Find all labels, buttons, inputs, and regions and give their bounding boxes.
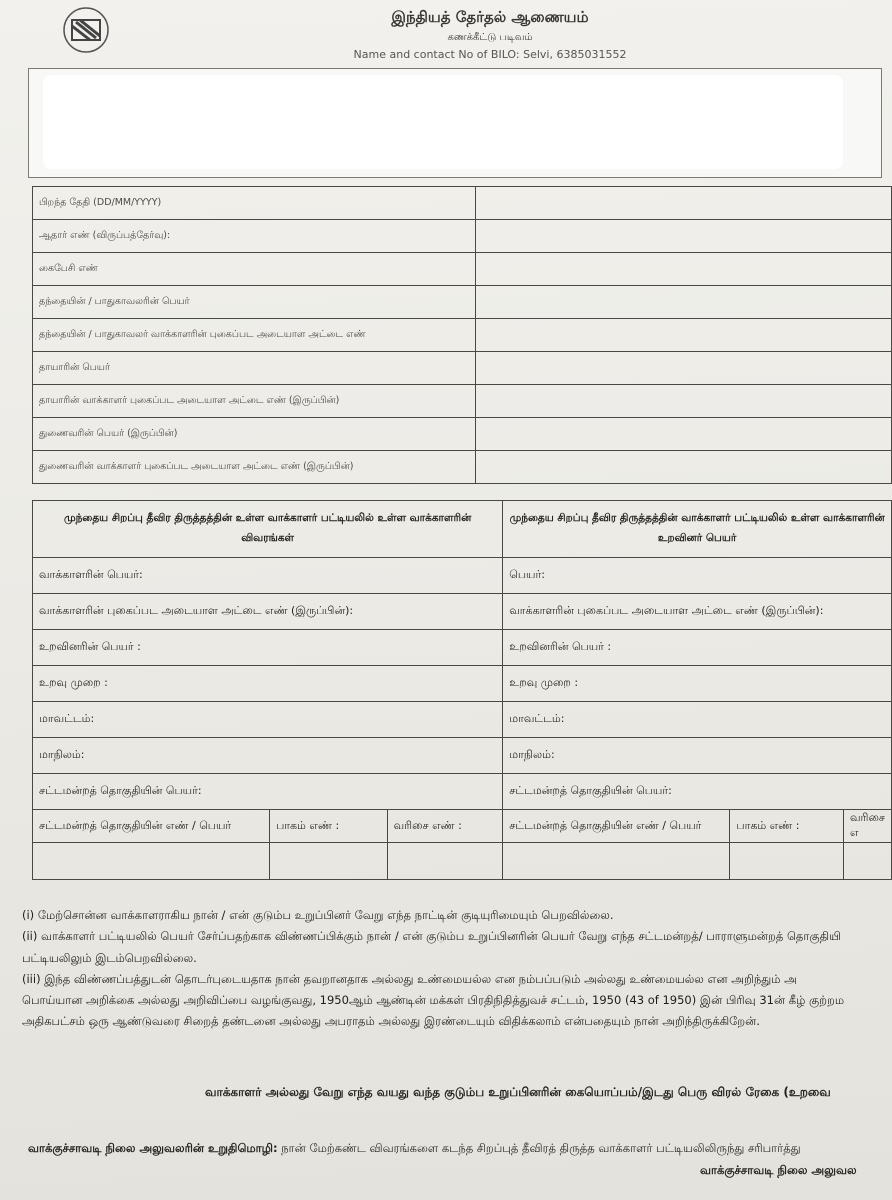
relative-serial-no-value[interactable]: [844, 843, 892, 880]
relative-part-no-value[interactable]: [730, 843, 844, 880]
table-row: [33, 253, 892, 286]
voter-relative-name-field[interactable]: உறவினரின் பெயர் :: [33, 630, 503, 666]
voter-serial-no-value[interactable]: [387, 843, 503, 880]
declaration-line: பட்டியலிலும் இடம்பெறவில்லை.: [22, 950, 197, 965]
table-row: [33, 702, 892, 738]
table-row: [33, 594, 892, 630]
field-value[interactable]: [476, 418, 892, 451]
voter-constituency-no-label: சட்டமன்றத் தொகுதியின் எண் / பெயர்: [33, 810, 270, 843]
relative-state-field[interactable]: மாநிலம்:: [503, 738, 892, 774]
table-row: [33, 738, 892, 774]
table-row: [33, 843, 892, 880]
table-row: [33, 286, 892, 319]
table-row: [33, 220, 892, 253]
page-subtitle: கணக்கீட்டு படிவம்: [447, 32, 533, 43]
field-label: கைபேசி எண்: [33, 253, 476, 286]
declaration-line: அதிகபட்சம் ஒரு ஆண்டுவரை சிறைத் தண்டனை அல்லது அபராதம் அல்லது இரண்டையும் விதிக்கலாம் என்பதையும் நான் அறிந்திருக்கிறேன்.: [22, 1014, 760, 1029]
field-value[interactable]: [476, 253, 892, 286]
relative-constituency-name-field[interactable]: சட்டமன்றத் தொகுதியின் பெயர்:: [503, 774, 892, 810]
voter-epic-field[interactable]: வாக்காளரின் புகைப்பட அடையாள அட்டை எண் (இருப்பின்):: [33, 594, 503, 630]
field-value[interactable]: [476, 220, 892, 253]
eci-logo-icon: [62, 6, 110, 54]
bilo-contact: Name and contact No of BILO: Selvi, 6385031552: [353, 48, 627, 61]
voter-serial-no-label: வரிசை எண் :: [387, 810, 503, 843]
voter-relation-field[interactable]: உறவு முறை :: [33, 666, 503, 702]
table-row: [33, 666, 892, 702]
field-value[interactable]: [476, 352, 892, 385]
table-row: [33, 352, 892, 385]
voter-constituency-no-value[interactable]: [33, 843, 270, 880]
right-section-heading: முந்தைய சிறப்பு தீவிர திருத்தத்தின் வாக்காளர் பட்டியலில் உள்ள வாக்காளரின் உறவினர் பெயர்: [503, 501, 892, 558]
relative-part-no-label: பாகம் எண் :: [730, 810, 844, 843]
field-label: ஆதார் எண் (விருப்பத்தேர்வு):: [33, 220, 476, 253]
voter-constituency-name-field[interactable]: சட்டமன்றத் தொகுதியின் பெயர்:: [33, 774, 503, 810]
table-row: [33, 774, 892, 810]
table-row: [33, 501, 892, 558]
blo-declaration-label: வாக்குச்சாவடி நிலை அலுவலரின் உறுதிமொழி:: [28, 1141, 278, 1155]
voter-name-field[interactable]: வாக்காளரின் பெயர்:: [33, 558, 503, 594]
voter-part-no-value[interactable]: [270, 843, 388, 880]
blo-declaration: [28, 1141, 801, 1157]
table-row: [33, 558, 892, 594]
declaration-line: (ii) வாக்காளர் பட்டியலில் பெயர் சேர்ப்பதற்காக விண்ணப்பிக்கும் நான் / என் குடும்ப உறுப்பினரின் பெயர் வேறு எந்த சட்டமன்றத்/ பாராளுமன்றத் தொகுதியி: [22, 929, 841, 944]
field-value[interactable]: [476, 187, 892, 220]
field-label: தாயாரின் வாக்காளர் புகைப்பட அடையாள அட்டை எண் (இருப்பின்): [33, 385, 476, 418]
redaction-mark: [43, 75, 843, 169]
personal-details-table: [32, 186, 892, 484]
voter-signature-caption: வாக்காளர் அல்லது வேறு எந்த வயது வந்த குடும்ப உறுப்பினரின் கையொப்பம்/இடது பெரு விரல் ரேகை (உறவை: [205, 1085, 831, 1099]
relative-constituency-no-value[interactable]: [503, 843, 730, 880]
left-section-heading: முந்தைய சிறப்பு தீவிர திருத்தத்தின் உள்ள வாக்காளர் பட்டியலில் உள்ள வாக்காளரின் விவரங்கள்: [33, 501, 503, 558]
field-value[interactable]: [476, 385, 892, 418]
relative-serial-no-label: வரிசை எ: [844, 810, 892, 843]
declaration-line: பொய்யான அறிக்கை அல்லது அறிவிப்பை வழங்குவது, 1950ஆம் ஆண்டின் மக்கள் பிரதிநிதித்துவச் சட்டம், 1950 (43 of 1950) இன் பிரிவு 31ன் கீழ் குற்றம: [22, 993, 845, 1008]
declarations: [22, 905, 892, 1033]
relative-relative-name-field[interactable]: உறவினரின் பெயர் :: [503, 630, 892, 666]
blo-declaration-text: நான் மேற்கண்ட விவரங்களை கடந்த சிறப்புத் தீவிரத் திருத்த வாக்காளர் பட்டியலிலிருந்து சரிபார்த்து: [277, 1141, 801, 1155]
table-row: [33, 187, 892, 220]
table-row: [33, 418, 892, 451]
relative-name-field[interactable]: பெயர்:: [503, 558, 892, 594]
table-row: [33, 319, 892, 352]
page-title: இந்தியத் தேர்தல் ஆணையம்: [391, 8, 589, 26]
table-row: [33, 630, 892, 666]
table-row: [33, 385, 892, 418]
relative-epic-field[interactable]: வாக்காளரின் புகைப்பட அடையாள அட்டை எண் (இருப்பின்):: [503, 594, 892, 630]
table-row: [33, 810, 892, 843]
voter-district-field[interactable]: மாவட்டம்:: [33, 702, 503, 738]
redacted-address-box: [28, 68, 882, 178]
blo-signature-caption: வாக்குச்சாவடி நிலை அலுவல: [700, 1163, 857, 1177]
relative-relation-field[interactable]: உறவு முறை :: [503, 666, 892, 702]
field-label: துணைவரின் பெயர் (இருப்பின்): [33, 418, 476, 451]
relative-constituency-no-label: சட்டமன்றத் தொகுதியின் எண் / பெயர்: [503, 810, 730, 843]
field-label: தந்தையின் / பாதுகாவலர் வாக்காளரின் புகைப்பட அடையாள அட்டை எண்: [33, 319, 476, 352]
field-value[interactable]: [476, 319, 892, 352]
previous-roll-table: [32, 500, 892, 880]
field-label: பிறந்த தேதி (DD/MM/YYYY): [33, 187, 476, 220]
declaration-line: (i) மேற்சொன்ன வாக்காளராகிய நான் / என் குடும்ப உறுப்பினர் வேறு எந்த நாட்டின் குடியுரிமையும் பெறவில்லை.: [22, 908, 614, 922]
relative-district-field[interactable]: மாவட்டம்:: [503, 702, 892, 738]
field-value[interactable]: [476, 286, 892, 319]
voter-part-no-label: பாகம் எண் :: [270, 810, 388, 843]
field-label: தந்தையின் / பாதுகாவலரின் பெயர்: [33, 286, 476, 319]
field-label: துணைவரின் வாக்காளர் புகைப்பட அடையாள அட்டை எண் (இருப்பின்): [33, 451, 476, 484]
table-row: [33, 451, 892, 484]
field-label: தாயாரின் பெயர்: [33, 352, 476, 385]
field-value[interactable]: [476, 451, 892, 484]
declaration-line: (iii) இந்த விண்ணப்பத்துடன் தொடர்புடையதாக நான் தவறானதாக அல்லது உண்மையல்ல என நம்பப்படும் அல்லது உண்மையல்ல என அறிந்தும் அ: [22, 971, 797, 986]
voter-state-field[interactable]: மாநிலம்:: [33, 738, 503, 774]
